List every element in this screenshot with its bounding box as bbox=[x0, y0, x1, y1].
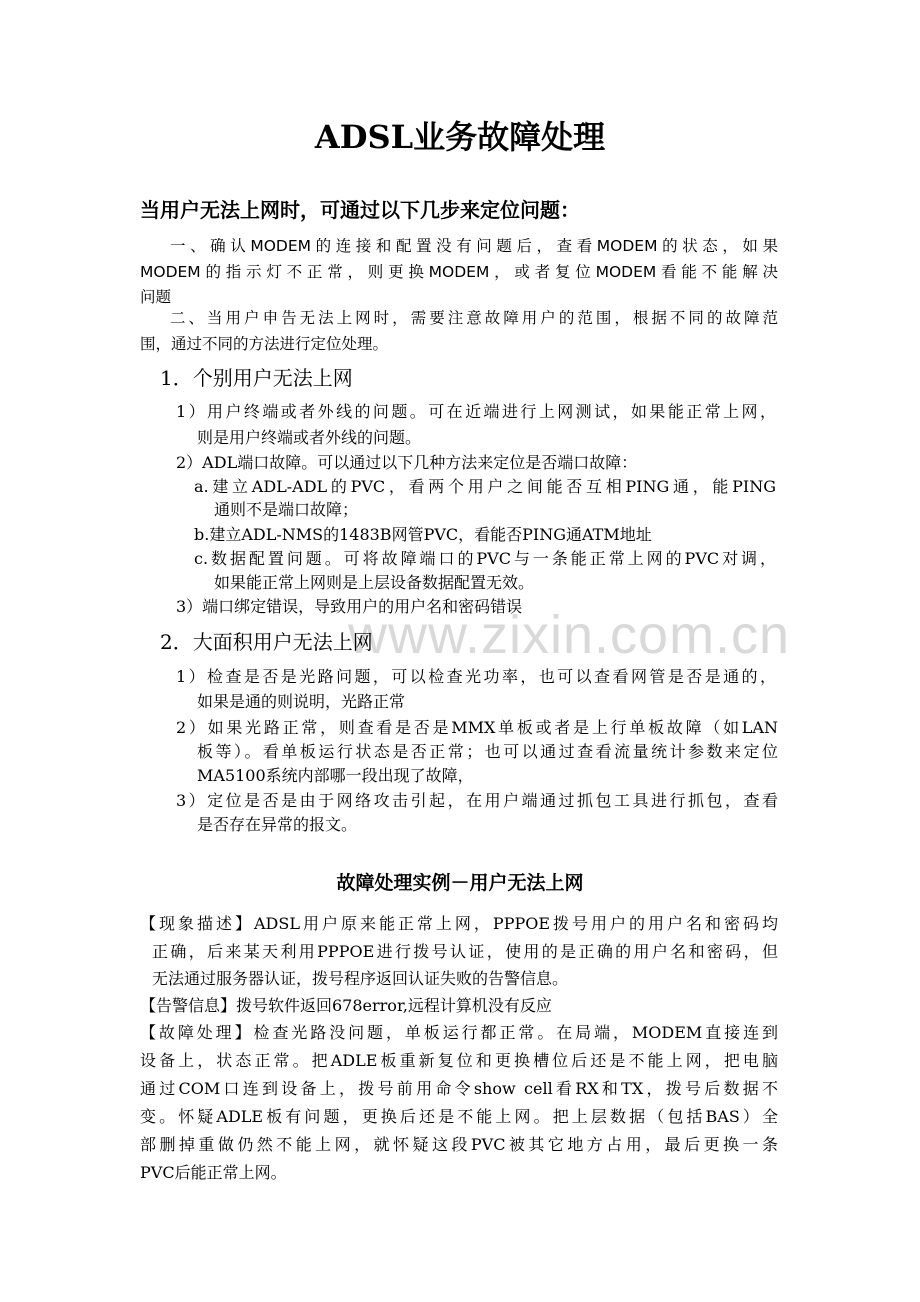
section2-item1-line-2: 如果是通的则说明，光路正常 bbox=[197, 692, 406, 711]
case-handling-line-5: 部删掉重做仍然不能上网，就怀疑这段PVC被其它地方占用，最后更换一条 bbox=[140, 1135, 778, 1154]
case-title: 故障处理实例－用户无法上网 bbox=[336, 872, 584, 894]
section1-item2a-line-2: 通则不是端口故障； bbox=[214, 500, 359, 519]
case-alarm: 【告警信息】拨号软件返回678error,远程计算机没有反应 bbox=[140, 996, 552, 1015]
section1-item1-line-2: 则是用户终端或者外线的问题。 bbox=[197, 428, 422, 447]
section-heading: 当用户无法上网时，可通过以下几步来定位问题： bbox=[140, 198, 580, 222]
watermark: www.zixin.com.cn bbox=[348, 605, 791, 665]
section1-item2b: b.建立ADL-NMS的1483B网管PVC，看能否PING通ATM地址 bbox=[194, 525, 652, 544]
section2-item2-line-1: 2）如果光路正常，则查看是否是MMX单板或者是上行单板故障（如LAN bbox=[176, 718, 778, 737]
section1-item2c-line-1: c.数据配置问题。可将故障端口的PVC与一条能正常上网的PVC对调， bbox=[194, 549, 776, 568]
section1-item2a-line-1: a.建立ADL-ADL的PVC，看两个用户之间能否互相PING通，能PING bbox=[194, 477, 776, 496]
intro-p2-line-2: 围，通过不同的方法进行定位处理。 bbox=[140, 335, 389, 353]
section2-item3-line-2: 是否存在异常的报文。 bbox=[197, 815, 358, 834]
case-handling-line-4: 变。怀疑ADLE板有问题，更换后还是不能上网。把上层数据（包括BAS）全 bbox=[140, 1107, 778, 1126]
case-handling-line-6: PVC后能正常上网。 bbox=[140, 1163, 287, 1182]
intro-p1-line-1: 一、确认MODEM的连接和配置没有问题后，查看MODEM的状态，如果 bbox=[170, 237, 778, 255]
section1-item2: 2）ADL端口故障。可以通过以下几种方法来定位是否端口故障： bbox=[176, 453, 638, 472]
section2-item3-line-1: 3）定位是否是由于网络攻击引起，在用户端通过抓包工具进行抓包，查看 bbox=[176, 791, 778, 810]
section2-title: 2．大面积用户无法上网 bbox=[160, 630, 373, 654]
intro-p1-line-2: MODEM的指示灯不正常，则更换MODEM，或者复位MODEM看能不能解决 bbox=[140, 263, 778, 281]
case-handling-line-1: 【故障处理】检查光路没问题，单板运行都正常。在局端，MODEM直接连到 bbox=[140, 1023, 778, 1042]
section1-item1-line-1: 1）用户终端或者外线的问题。可在近端进行上网测试，如果能正常上网， bbox=[176, 402, 776, 421]
case-handling-line-3: 通过COM口连到设备上，拨号前用命令show cell看RX和TX，拨号后数据不 bbox=[140, 1079, 778, 1098]
section2-item2-line-2: 板等）。看单板运行状态是否正常；也可以通过查看流量统计参数来定位 bbox=[197, 742, 778, 761]
section2-item2-line-3: MA5100系统内部哪一段出现了故障， bbox=[197, 766, 474, 785]
case-symptom-line-2: 正确，后来某天利用PPPOE进行拨号认证，使用的是正确的用户名和密码，但 bbox=[152, 942, 778, 961]
page-title: ADSL业务故障处理 bbox=[314, 118, 606, 156]
section1-item2c-line-2: 如果能正常上网则是上层设备数据配置无效。 bbox=[214, 573, 535, 592]
intro-p2-line-1: 二、当用户申告无法上网时，需要注意故障用户的范围，根据不同的故障范 bbox=[170, 309, 778, 327]
case-handling-line-2: 设备上，状态正常。把ADLE板重新复位和更换槽位后还是不能上网，把电脑 bbox=[140, 1051, 778, 1070]
case-symptom-line-3: 无法通过服务器认证，拨号程序返回认证失败的告警信息。 bbox=[152, 969, 569, 988]
section1-title: 1．个别用户无法上网 bbox=[160, 366, 353, 390]
case-symptom-line-1: 【现象描述】ADSL用户原来能正常上网，PPPOE拨号用户的用户名和密码均 bbox=[140, 914, 778, 933]
section2-item1-line-1: 1）检查是否是光路问题，可以检查光功率，也可以查看网管是否是通的， bbox=[176, 667, 776, 686]
intro-p1-line-3: 问题 bbox=[140, 288, 172, 306]
section1-item3: 3）端口绑定错误，导致用户的用户名和密码错误 bbox=[176, 597, 523, 616]
